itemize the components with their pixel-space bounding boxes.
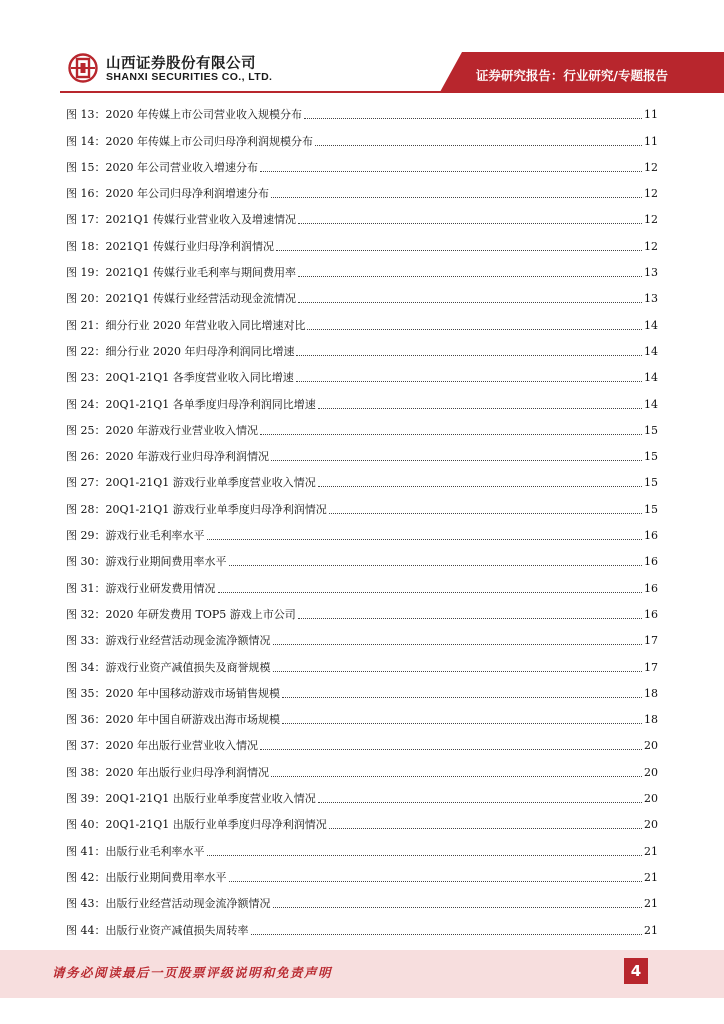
toc-entry-label: 图 35：2020 年中国移动游戏市场销售规模 bbox=[66, 686, 280, 700]
toc-entry-page: 17 bbox=[644, 660, 658, 674]
toc-entry-label: 图 29：游戏行业毛利率水平 bbox=[66, 529, 205, 543]
toc-entry[interactable] bbox=[66, 385, 658, 411]
toc-entry[interactable] bbox=[66, 675, 658, 701]
page-header bbox=[0, 0, 724, 92]
toc-entry-label: 图 17：2021Q1 传媒行业营业收入及增速情况 bbox=[66, 213, 296, 227]
toc-leader-dots bbox=[271, 196, 642, 198]
toc-entry[interactable] bbox=[66, 832, 658, 858]
toc-entry-label: 图 24：20Q1-21Q1 各单季度归母净利润同比增速 bbox=[66, 397, 316, 411]
toc-entry-page: 11 bbox=[644, 134, 658, 148]
toc-leader-dots bbox=[307, 328, 642, 330]
toc-entry-page: 21 bbox=[644, 844, 658, 858]
toc-leader-dots bbox=[296, 380, 642, 382]
toc-entry-label: 图 37：2020 年出版行业营业收入情况 bbox=[66, 739, 258, 753]
toc-entry[interactable] bbox=[66, 569, 658, 595]
toc-entry[interactable] bbox=[66, 333, 658, 359]
toc-leader-dots bbox=[318, 801, 642, 803]
toc-entry-label: 图 32：2020 年研发费用 TOP5 游戏上市公司 bbox=[66, 607, 296, 621]
toc-entry[interactable] bbox=[66, 280, 658, 306]
toc-leader-dots bbox=[218, 591, 643, 593]
toc-leader-dots bbox=[260, 170, 642, 172]
toc-entry-page: 13 bbox=[644, 292, 658, 306]
toc-leader-dots bbox=[282, 722, 642, 724]
toc-entry-label: 图 18：2021Q1 传媒行业归母净利润情况 bbox=[66, 239, 274, 253]
toc-entry-label: 图 31：游戏行业研发费用情况 bbox=[66, 581, 216, 595]
toc-entry-page: 20 bbox=[644, 818, 658, 832]
toc-entry-page: 12 bbox=[644, 187, 658, 201]
toc-entry-label: 图 22：细分行业 2020 年归母净利润同比增速 bbox=[66, 344, 295, 358]
toc-entry-label: 图 19：2021Q1 传媒行业毛利率与期间费用率 bbox=[66, 266, 296, 280]
toc-entry-page: 16 bbox=[644, 529, 658, 543]
toc-leader-dots bbox=[273, 643, 643, 645]
toc-leader-dots bbox=[318, 485, 642, 487]
toc-entry-label: 图 34：游戏行业资产减值损失及商誉规模 bbox=[66, 660, 271, 674]
toc-entry[interactable] bbox=[66, 806, 658, 832]
toc-entry-label: 图 38：2020 年出版行业归母净利润情况 bbox=[66, 765, 269, 779]
toc-entry[interactable] bbox=[66, 701, 658, 727]
toc-leader-dots bbox=[318, 407, 642, 409]
toc-entry-label: 图 33：游戏行业经营活动现金流净额情况 bbox=[66, 634, 271, 648]
toc-entry-label: 图 43：出版行业经营活动现金流净额情况 bbox=[66, 897, 271, 911]
toc-entry-label: 图 26：2020 年游戏行业归母净利润情况 bbox=[66, 450, 269, 464]
toc-entry-label: 图 39：20Q1-21Q1 出版行业单季度营业收入情况 bbox=[66, 792, 316, 806]
toc-leader-dots bbox=[207, 538, 643, 540]
toc-entry-page: 15 bbox=[644, 502, 658, 516]
toc-entry-page: 13 bbox=[644, 266, 658, 280]
company-name-cn: 山西证券股份有限公司 bbox=[106, 56, 256, 72]
toc-leader-dots bbox=[260, 433, 642, 435]
toc-entry-label: 图 42：出版行业期间费用率水平 bbox=[66, 870, 227, 884]
toc-entry[interactable] bbox=[66, 780, 658, 806]
toc-leader-dots bbox=[315, 144, 642, 146]
toc-entry[interactable] bbox=[66, 464, 658, 490]
toc-leader-dots bbox=[271, 459, 642, 461]
toc-entry-label: 图 13：2020 年传媒上市公司营业收入规模分布 bbox=[66, 108, 302, 122]
toc-entry-page: 14 bbox=[644, 371, 658, 385]
toc-leader-dots bbox=[282, 696, 642, 698]
toc-entry[interactable] bbox=[66, 359, 658, 385]
toc-leader-dots bbox=[273, 670, 643, 672]
toc-entry[interactable] bbox=[66, 543, 658, 569]
toc-entry[interactable] bbox=[66, 911, 658, 937]
toc-entry-page: 15 bbox=[644, 450, 658, 464]
toc-entry-page: 20 bbox=[644, 792, 658, 806]
toc-entry[interactable] bbox=[66, 885, 658, 911]
toc-entry-label: 图 20：2021Q1 传媒行业经营活动现金流情况 bbox=[66, 292, 296, 306]
toc-entry[interactable] bbox=[66, 622, 658, 648]
toc-entry-label: 图 27：20Q1-21Q1 游戏行业单季度营业收入情况 bbox=[66, 476, 316, 490]
toc-entry-page: 21 bbox=[644, 870, 658, 884]
toc-leader-dots bbox=[260, 748, 642, 750]
toc-leader-dots bbox=[329, 512, 642, 514]
toc-entry-label: 图 30：游戏行业期间费用率水平 bbox=[66, 555, 227, 569]
toc-entry-label: 图 44：出版行业资产减值损失周转率 bbox=[66, 923, 249, 937]
toc-entry-label: 图 25：2020 年游戏行业营业收入情况 bbox=[66, 423, 258, 437]
toc-entry[interactable] bbox=[66, 596, 658, 622]
toc-leader-dots bbox=[296, 354, 642, 356]
toc-entry[interactable] bbox=[66, 227, 658, 253]
toc-leader-dots bbox=[207, 854, 643, 856]
toc-entry-page: 17 bbox=[644, 634, 658, 648]
toc-entry[interactable] bbox=[66, 96, 658, 122]
toc-leader-dots bbox=[298, 222, 642, 224]
toc-entry[interactable] bbox=[66, 201, 658, 227]
page-number: 4 bbox=[624, 958, 648, 984]
toc-entry-page: 18 bbox=[644, 713, 658, 727]
toc-entry-label: 图 23：20Q1-21Q1 各季度营业收入同比增速 bbox=[66, 371, 294, 385]
toc-entry[interactable] bbox=[66, 412, 658, 438]
toc-entry-page: 20 bbox=[644, 739, 658, 753]
toc-leader-dots bbox=[273, 906, 643, 908]
disclaimer-notice: 请务必阅读最后一页股票评级说明和免责声明 bbox=[52, 965, 333, 980]
report-type-label: 证券研究报告：行业研究/专题报告 bbox=[475, 68, 668, 83]
toc-entry-page: 12 bbox=[644, 213, 658, 227]
toc-entry-page: 14 bbox=[644, 344, 658, 358]
figure-list bbox=[66, 96, 658, 938]
company-name-en: SHANXI SECURITIES CO., LTD. bbox=[106, 71, 273, 83]
toc-entry-page: 16 bbox=[644, 555, 658, 569]
toc-entry-page: 15 bbox=[644, 476, 658, 490]
toc-entry[interactable] bbox=[66, 490, 658, 516]
toc-entry[interactable] bbox=[66, 753, 658, 779]
toc-entry-label: 图 16：2020 年公司归母净利润增速分布 bbox=[66, 187, 269, 201]
toc-entry[interactable] bbox=[66, 727, 658, 753]
toc-entry-page: 12 bbox=[644, 239, 658, 253]
toc-leader-dots bbox=[298, 275, 642, 277]
toc-entry-label: 图 36：2020 年中国自研游戏出海市场规模 bbox=[66, 713, 280, 727]
toc-entry-label: 图 14：2020 年传媒上市公司归母净利润规模分布 bbox=[66, 134, 313, 148]
company-logo-icon bbox=[68, 53, 98, 83]
toc-entry-page: 16 bbox=[644, 607, 658, 621]
toc-entry-page: 11 bbox=[644, 108, 658, 122]
toc-entry-label: 图 21：细分行业 2020 年营业收入同比增速对比 bbox=[66, 318, 306, 332]
toc-entry-label: 图 15：2020 年公司营业收入增速分布 bbox=[66, 160, 258, 174]
header-divider bbox=[60, 91, 724, 93]
toc-entry-page: 21 bbox=[644, 923, 658, 937]
toc-entry[interactable] bbox=[66, 149, 658, 175]
toc-leader-dots bbox=[271, 775, 642, 777]
toc-leader-dots bbox=[229, 564, 643, 566]
toc-entry-page: 20 bbox=[644, 765, 658, 779]
toc-leader-dots bbox=[298, 617, 642, 619]
toc-entry-page: 12 bbox=[644, 160, 658, 174]
toc-leader-dots bbox=[251, 933, 643, 935]
toc-leader-dots bbox=[329, 827, 642, 829]
toc-entry-page: 16 bbox=[644, 581, 658, 595]
toc-entry[interactable] bbox=[66, 517, 658, 543]
toc-leader-dots bbox=[276, 249, 642, 251]
toc-entry[interactable] bbox=[66, 438, 658, 464]
toc-entry-page: 14 bbox=[644, 397, 658, 411]
toc-entry-label: 图 41：出版行业毛利率水平 bbox=[66, 844, 205, 858]
toc-entry-label: 图 28：20Q1-21Q1 游戏行业单季度归母净利润情况 bbox=[66, 502, 327, 516]
toc-entry-page: 21 bbox=[644, 897, 658, 911]
toc-leader-dots bbox=[229, 880, 643, 882]
toc-entry-page: 18 bbox=[644, 686, 658, 700]
toc-entry-page: 15 bbox=[644, 423, 658, 437]
toc-entry[interactable] bbox=[66, 254, 658, 280]
toc-leader-dots bbox=[298, 301, 642, 303]
toc-entry[interactable] bbox=[66, 859, 658, 885]
toc-entry[interactable] bbox=[66, 175, 658, 201]
toc-entry[interactable] bbox=[66, 122, 658, 148]
toc-entry-label: 图 40：20Q1-21Q1 出版行业单季度归母净利润情况 bbox=[66, 818, 327, 832]
toc-leader-dots bbox=[304, 117, 642, 119]
toc-entry[interactable] bbox=[66, 648, 658, 674]
toc-entry-page: 14 bbox=[644, 318, 658, 332]
toc-entry[interactable] bbox=[66, 306, 658, 332]
